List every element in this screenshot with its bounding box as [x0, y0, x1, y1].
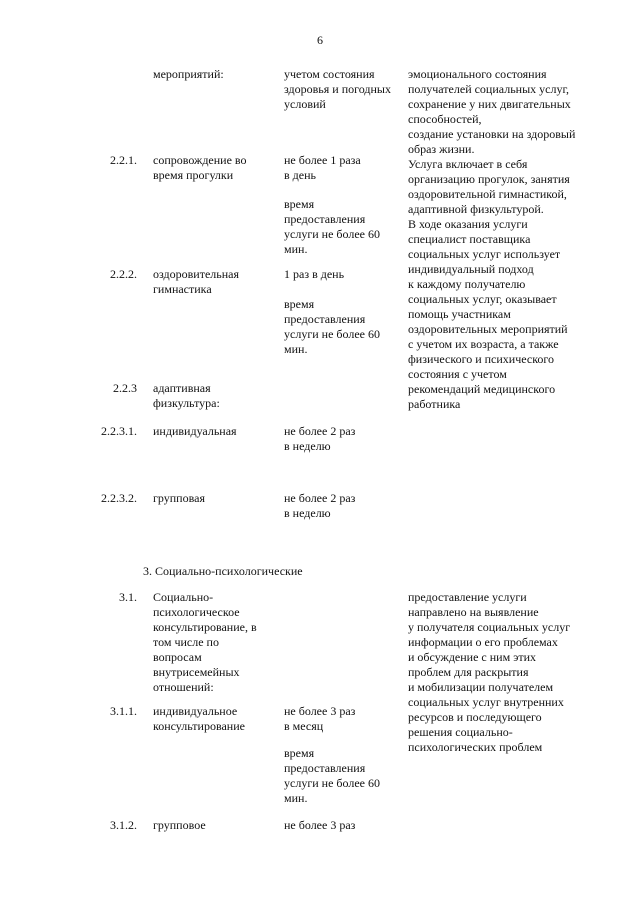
service-frequency: 1 раз в день [284, 267, 345, 281]
continuation-service-name: мероприятий: [153, 67, 224, 81]
continuation-description: эмоционального состояния получателей социальных услуг, сохранение у них двигательных способностей, создание установки на здоровый образ жизни. [408, 67, 576, 156]
row-number: 2.2.3.1. [101, 424, 137, 438]
service-description: Услуга включает в себя организацию прогулок, занятия оздоровительной гимнастикой, адаптивной физкультурой. В ходе оказания услуги специалист поставщика социальных услуг использует индивидуальный подход к каждому получателю социальных услуг, оказывает помощь участникам оздоровительных мероприятий с учетом их возраста, а также физического и психического состояния с учетом рекомендаций медицинского работника [408, 157, 570, 411]
service-duration: время предоставления услуги не более 60 мин. [284, 746, 380, 805]
section-heading: 3. Социально-психологические [143, 564, 303, 578]
service-name: оздоровительная гимнастика [153, 267, 240, 296]
service-frequency: не более 3 раз [284, 818, 356, 832]
service-name: Социально- психологическое консультирование, в том числе по вопросам внутрисемейных отношений: [153, 590, 257, 694]
continuation-frequency: учетом состояния здоровья и погодных условий [284, 67, 391, 111]
service-name: индивидуальная [153, 424, 237, 438]
service-frequency: не более 1 раза в день [284, 153, 361, 182]
row-number: 2.2.2. [110, 267, 137, 281]
service-name: групповое [153, 818, 206, 832]
row-number: 2.2.1. [110, 153, 137, 167]
row-number: 3.1.2. [110, 818, 137, 832]
row-number: 2.2.3 [113, 381, 137, 395]
service-name: групповая [153, 491, 205, 505]
service-name: индивидуальное консультирование [153, 704, 245, 733]
service-frequency: не более 2 раз в неделю [284, 424, 356, 453]
row-number: 3.1. [119, 590, 137, 604]
service-duration: время предоставления услуги не более 60 мин. [284, 297, 380, 356]
service-name: адаптивная физкультура: [153, 381, 220, 410]
row-number: 2.2.3.2. [101, 491, 137, 505]
service-frequency: не более 3 раз в месяц [284, 704, 356, 733]
service-frequency: не более 2 раз в неделю [284, 491, 356, 520]
service-name: сопровождение во время прогулки [153, 153, 247, 182]
row-number: 3.1.1. [110, 704, 137, 718]
service-duration: время предоставления услуги не более 60 мин. [284, 197, 380, 256]
service-description: предоставление услуги направлено на выявление у получателя социальных услуг информации о его проблемах и обсуждение с ним этих проблем для раскрытия и мобилизации получателем социальных услуг внутренних ресурсов и последующего решения социально- психологических проблем [408, 590, 571, 754]
page-number: 6 [317, 33, 323, 47]
